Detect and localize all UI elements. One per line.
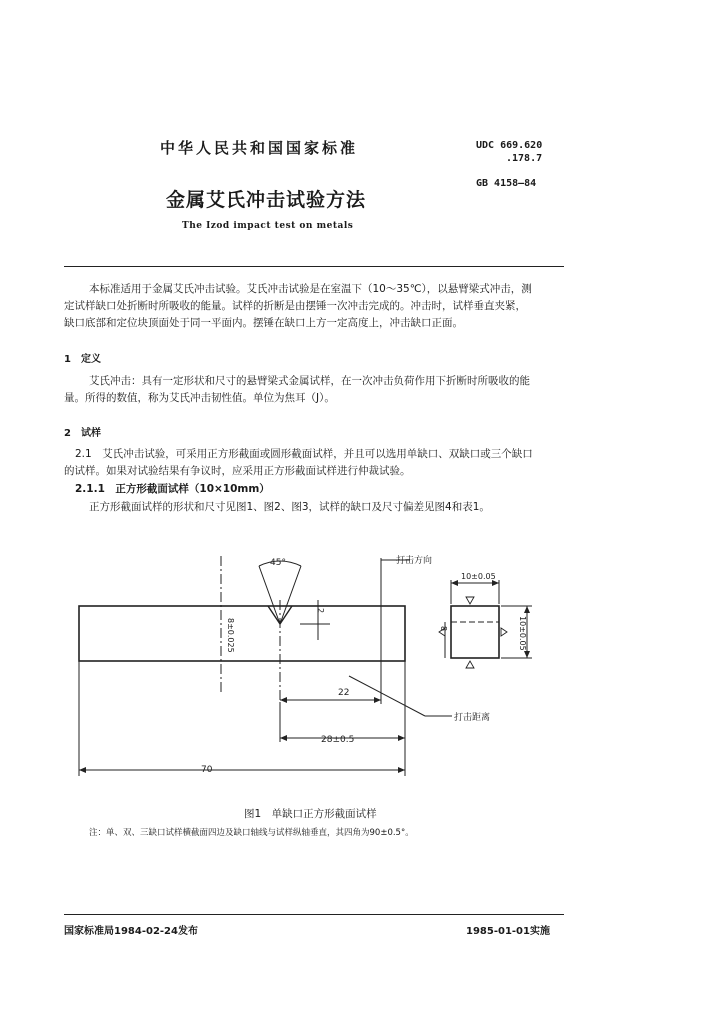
footer-divider — [64, 914, 564, 915]
effective-date: 1985-01-01实施 — [466, 926, 550, 937]
specimen-drawing — [0, 540, 724, 800]
specimen-bar — [79, 606, 405, 661]
intro-line-3: 缺口底部和定位块顶面处于同一平面内。摆锤在缺口上方一定高度上，冲击缺口正面。 — [64, 317, 463, 329]
side-8-label: 8 — [439, 626, 448, 632]
strike-direction-label: 打击方向 — [396, 556, 433, 566]
notch-angle-label: 45° — [270, 558, 286, 568]
notch-depth-label: 2 — [316, 608, 325, 614]
document-title: 金属艾氏冲击试验方法 — [166, 189, 367, 211]
clause-2-1-line-1: 2.1 艾氏冲击试验，可采用正方形截面或圆形截面试样，并且可以选用单缺口、双缺口或三个缺口 — [75, 448, 533, 460]
clause-2-1-1-heading: 2.1.1 正方形截面试样（10×10mm） — [75, 483, 270, 495]
definition-line-2: 量。所得的数值，称为艾氏冲击韧性值。单位为焦耳（J）。 — [64, 392, 335, 404]
side-height-label: 10±0.05 — [518, 616, 527, 651]
clause-2-1-line-2: 的试样。如果对试验结果有争议时，应采用正方形截面试样进行仲裁试验。 — [64, 465, 411, 477]
header-divider — [64, 266, 564, 267]
intro-line-2: 定试样缺口处折断时所吸收的能量。试样的折断是由摆锤一次冲击完成的。冲击时，试样垂直夹紧， — [64, 300, 526, 312]
standard-title: 中华人民共和国国家标准 — [160, 139, 359, 157]
dimension-28-label: 28±0.5 — [321, 735, 355, 745]
figure-caption: 图1 单缺口正方形截面试样 — [244, 808, 377, 820]
specimen-cross-section — [451, 606, 499, 658]
side-width-label: 10±0.05 — [461, 572, 496, 581]
section-1-heading: 1 定义 — [64, 354, 101, 365]
intro-line-1: 本标准适用于金属艾氏冲击试验。艾氏冲击试验是在室温下（10～35℃），以悬臂梁式冲击，测 — [89, 283, 532, 295]
depth-dimension-label: 8±0.025 — [226, 618, 235, 653]
document-title-english: The Izod impact test on metals — [182, 221, 354, 231]
strike-distance-label: 打击距离 — [454, 713, 491, 723]
definition-line-1: 艾氏冲击：具有一定形状和尺寸的悬臂梁式金属试样，在一次冲击负荷作用下折断时所吸收的能 — [89, 375, 530, 387]
udc-number: UDC 669.620 — [476, 140, 543, 151]
gb-number: GB 4158—84 — [476, 178, 537, 189]
section-2-heading: 2 试样 — [64, 428, 101, 439]
figure-note: 注：单、双、三缺口试样横截面四边及缺口轴线与试样纵轴垂直，其四角为90±0.5°。 — [89, 828, 414, 838]
udc-number-sub: .178.7 — [506, 153, 543, 164]
issue-date: 国家标准局1984-02-24发布 — [64, 926, 198, 937]
dimension-70-label: 70 — [201, 765, 213, 775]
dimension-22-label: 22 — [338, 688, 350, 698]
clause-2-1-1-text: 正方形截面试样的形状和尺寸见图1、图2、图3，试样的缺口及尺寸偏差见图4和表1。 — [89, 501, 490, 513]
